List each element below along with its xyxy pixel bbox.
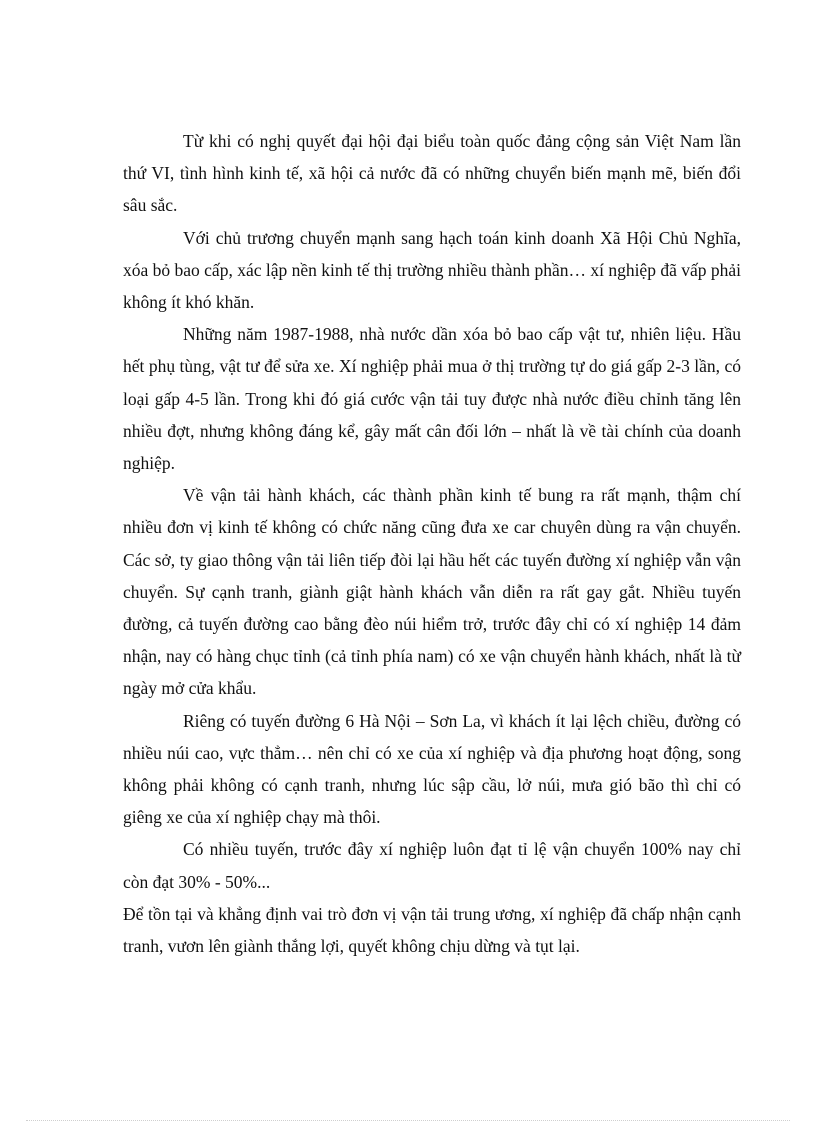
paragraph-1: Từ khi có nghị quyết đại hội đại biểu toàn quốc đảng cộng sản Việt Nam lần thứ VI, tình hình kinh tế, xã hội cả nước đã có những chuyển biến mạnh mẽ, biến đổi sâu sắc. [123, 131, 741, 216]
paragraph-4: Về vận tải hành khách, các thành phần kinh tế bung ra rất mạnh, thậm chí nhiều đơn vị kinh tế không có chức năng cũng đưa xe car chuyên dùng ra vận chuyển. Các sở, ty giao thông vận tải liên tiếp đòi lại hầu hết các tuyến đường xí nghiệp vẫn vận chuyển. Sự cạnh tranh, giành giật hành khách vẫn diễn ra rất gay gắt. Nhiều tuyến đường, cả tuyến đường cao bằng đèo núi hiểm trở, trước đây chỉ có xí nghiệp 14 đảm nhận, nay có hàng chục tỉnh (cả tỉnh phía nam) có xe vận chuyển hành khách, nhất là từ ngày mở cửa khẩu. [123, 485, 741, 699]
paragraph-2: Với chủ trương chuyển mạnh sang hạch toán kinh doanh Xã Hội Chủ Nghĩa, xóa bỏ bao cấp, xác lập nền kinh tế thị trường nhiều thành phần… xí nghiệp đã vấp phải không ít khó khăn. [123, 227, 741, 313]
page-bottom-divider [26, 1120, 790, 1121]
paragraph-3: Những năm 1987-1988, nhà nước dần xóa bỏ bao cấp vật tư, nhiên liệu. Hầu hết phụ tùng, vật tư để sửa xe. Xí nghiệp phải mua ở thị trường tự do giá gấp 2-3 lần, có loại gấp 4-5 lần. Trong khi đó giá cước vận tải tuy được nhà nước điều chỉnh tăng lên nhiều đợt, nhưng không đáng kể, gây mất cân đối lớn – nhất là về tài chính của doanh nghiệp. [123, 324, 741, 474]
paragraph-5: Riêng có tuyến đường 6 Hà Nội – Sơn La, vì khách ít lại lệch chiều, đường có nhiều núi cao, vực thẳm… nên chỉ có xe của xí nghiệp và địa phương hoạt động, song không phải không có cạnh tranh, nhưng lúc sập cầu, lở núi, mưa gió bão thì chỉ có giêng xe của xí nghiệp chạy mà thôi. [123, 710, 741, 828]
document-body [123, 125, 741, 962]
paragraph-7: Để tồn tại và khẳng định vai trò đơn vị vận tải trung ương, xí nghiệp đã chấp nhận cạnh tranh, vươn lên giành thắng lợi, quyết không chịu dừng và tụt lại. [123, 903, 741, 957]
paragraph-6: Có nhiều tuyến, trước đây xí nghiệp luôn đạt tỉ lệ vận chuyển 100% nay chỉ còn đạt 30% - 50%... [123, 839, 741, 892]
